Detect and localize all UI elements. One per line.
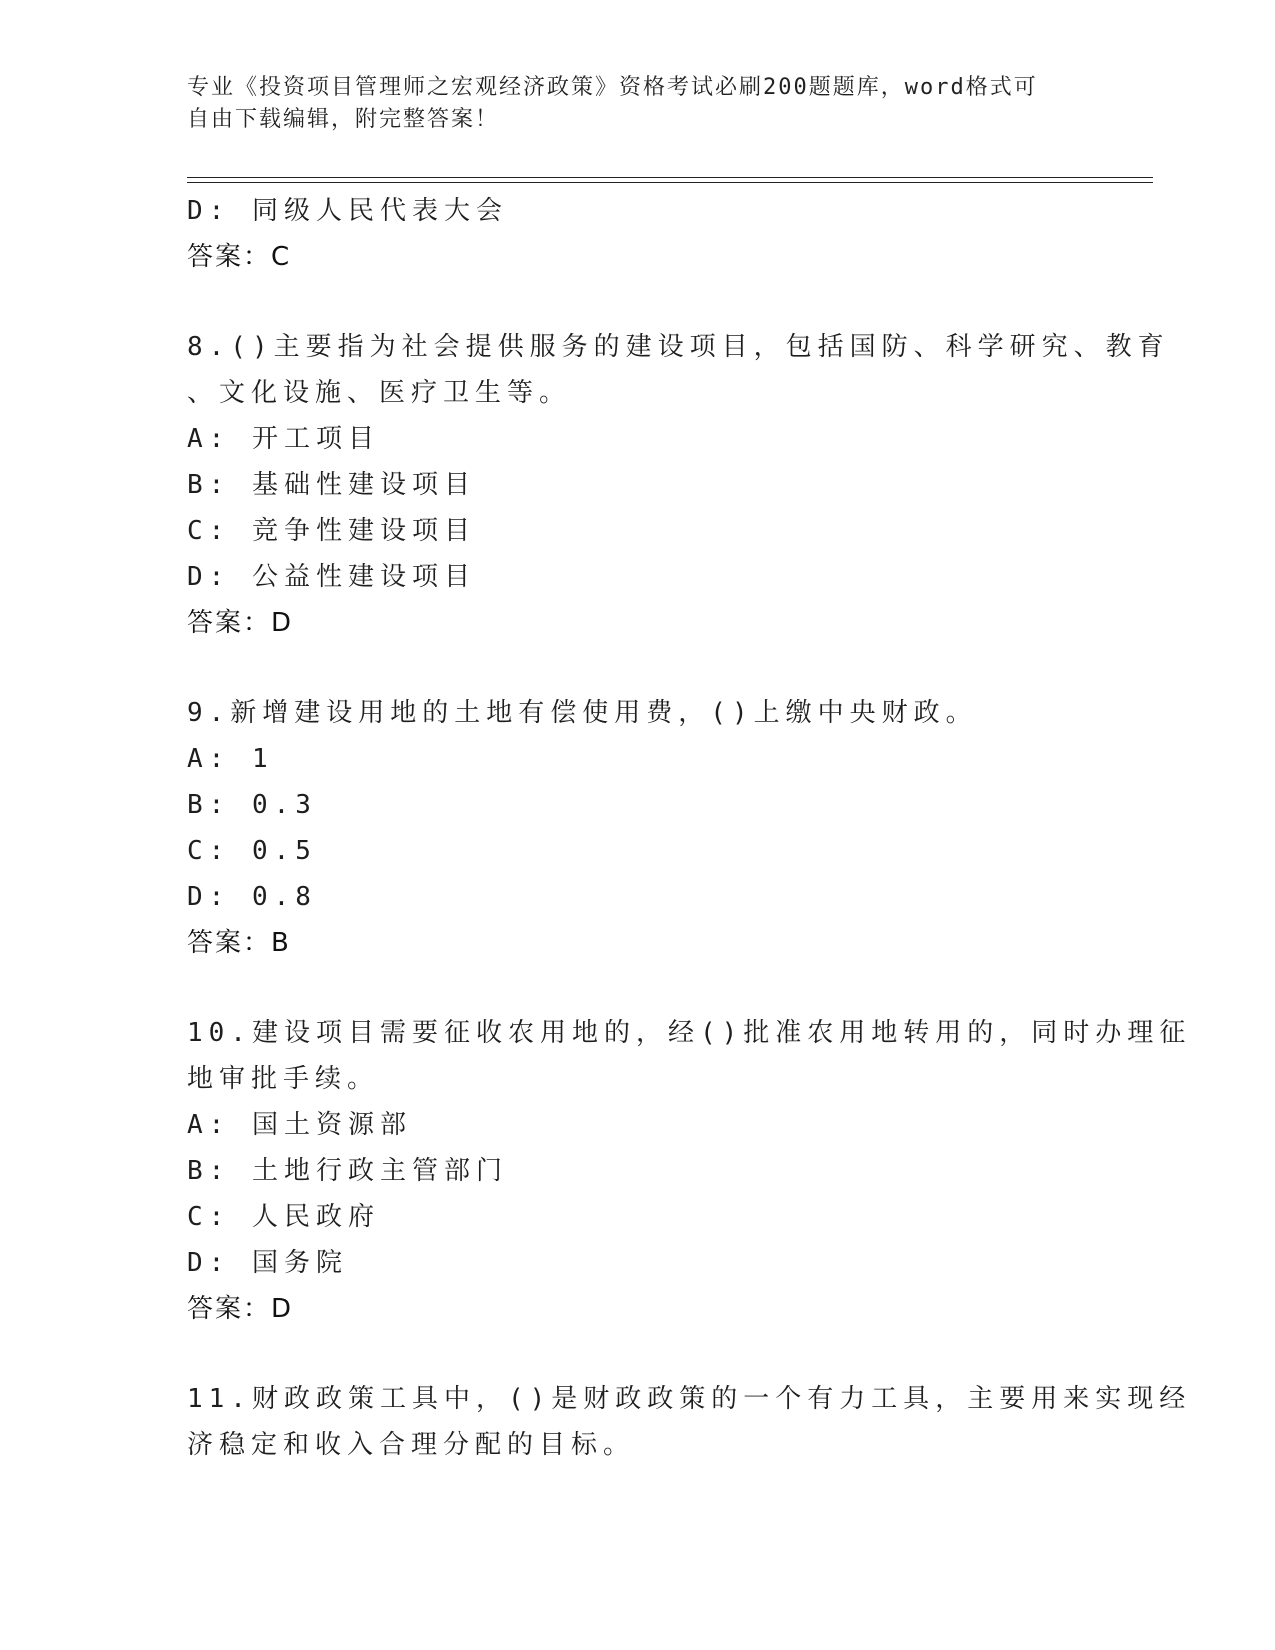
q11-stem-line-2: 济稳定和收入合理分配的目标。 (187, 1430, 636, 1460)
header-title-line-1: 专业《投资项目管理师之宏观经济政策》资格考试必刷200题题库，word格式可 (187, 75, 1038, 100)
question-10 (187, 1010, 1192, 1332)
header-divider-top (187, 177, 1153, 178)
question-8 (187, 324, 1170, 646)
q10-option-a: A: 国土资源部 (187, 1110, 412, 1140)
q8-option-c: C: 竞争性建设项目 (187, 516, 476, 546)
q7-answer: 答案：C (187, 242, 292, 272)
question-list (187, 188, 1192, 1468)
q9-answer: 答案：B (187, 928, 291, 958)
q9-option-a: A: 1 (187, 744, 274, 774)
spacer (187, 646, 1087, 690)
q8-answer: 答案：D (187, 608, 294, 638)
q10-answer: 答案：D (187, 1294, 294, 1324)
q11-stem-line-1: 11.财政政策工具中，()是财政政策的一个有力工具，主要用来实现经 (187, 1384, 1192, 1414)
question-7-tail (187, 188, 1087, 280)
spacer (187, 280, 1087, 324)
q10-stem-line-1: 10.建设项目需要征收农用地的，经()批准农用地转用的，同时办理征 (187, 1018, 1192, 1048)
question-9 (187, 690, 1087, 966)
q8-option-a: A: 开工项目 (187, 424, 380, 454)
page-header (187, 72, 1067, 136)
q9-option-c: C: 0.5 (187, 836, 317, 866)
q8-option-b: B: 基础性建设项目 (187, 470, 476, 500)
spacer (187, 966, 1087, 1010)
q9-option-d: D: 0.8 (187, 882, 317, 912)
q8-stem-line-2: 、文化设施、医疗卫生等。 (187, 378, 572, 408)
question-11 (187, 1376, 1192, 1468)
header-divider-bottom (187, 182, 1153, 183)
q10-option-d: D: 国务院 (187, 1248, 348, 1278)
q9-option-b: B: 0.3 (187, 790, 317, 820)
q10-option-b: B: 土地行政主管部门 (187, 1156, 508, 1186)
spacer (187, 1332, 1087, 1376)
q10-stem-line-2: 地审批手续。 (187, 1064, 380, 1094)
q8-stem-line-1: 8.()主要指为社会提供服务的建设项目，包括国防、科学研究、教育 (187, 332, 1170, 362)
q7-option-d: D: 同级人民代表大会 (187, 196, 508, 226)
q9-stem-line-1: 9.新增建设用地的土地有偿使用费，()上缴中央财政。 (187, 698, 978, 728)
q10-option-c: C: 人民政府 (187, 1202, 380, 1232)
q8-option-d: D: 公益性建设项目 (187, 562, 476, 592)
header-title-line-2: 自由下载编辑，附完整答案！ (187, 107, 500, 132)
